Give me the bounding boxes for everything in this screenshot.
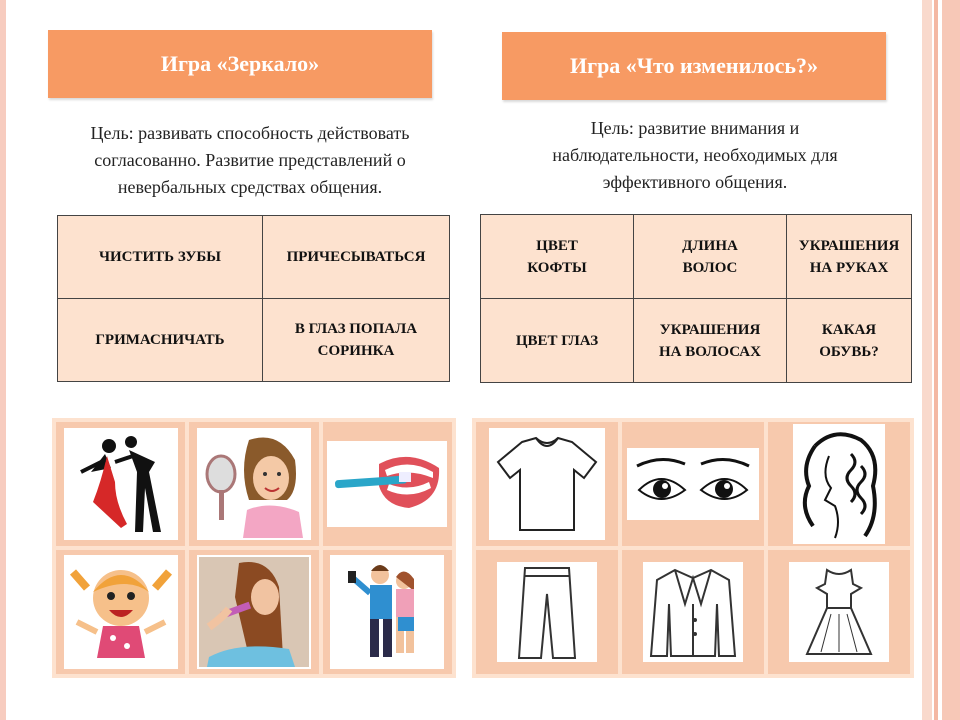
girl-grimace-icon — [64, 555, 178, 669]
image-cell — [622, 550, 764, 674]
table-cell — [787, 299, 912, 383]
cell-text: ОБУВЬ? — [819, 343, 879, 360]
image-cell — [56, 422, 185, 546]
left-border — [0, 0, 6, 720]
cell-text: ЦВЕТ — [536, 237, 578, 254]
image-cell — [622, 422, 764, 546]
image-cell — [768, 422, 910, 546]
jacket-icon — [643, 562, 743, 662]
left-title: Игра «Зеркало» — [160, 51, 320, 76]
table-cell — [481, 215, 634, 299]
image-cell — [56, 550, 185, 674]
left-title-banner — [48, 30, 432, 98]
cell-text: СОРИНКА — [317, 343, 395, 359]
dress-icon — [789, 562, 889, 662]
image-cell — [189, 422, 318, 546]
right-border — [922, 0, 960, 720]
right-goal-line: Цель: развитие внимания и — [590, 118, 800, 138]
left-game-table — [57, 215, 450, 382]
image-cell — [768, 550, 910, 674]
left-goal-line: невербальных средствах общения. — [117, 177, 383, 197]
cell-text: КАКАЯ — [821, 321, 877, 338]
cell-text: ВОЛОС — [682, 259, 738, 276]
cell-text: ДЛИНА — [682, 237, 738, 254]
right-title: Игра «Что изменилось?» — [569, 53, 819, 78]
left-goal-line: согласованно. Развитие представлений о — [94, 150, 406, 170]
right-title-banner — [502, 32, 886, 100]
cell-text: ЦВЕТ ГЛАЗ — [515, 332, 599, 349]
toothbrush-mouth-icon — [327, 441, 447, 527]
table-cell — [263, 299, 450, 382]
cell-text: ПРИЧЕСЫВАТЬСЯ — [286, 249, 426, 265]
dancing-couple-icon — [64, 428, 178, 540]
woman-mirror-icon — [197, 428, 311, 540]
table-cell — [787, 215, 912, 299]
cell-text: ГРИМАСНИЧАТЬ — [95, 332, 225, 348]
cell-text: НА ВОЛОСАХ — [659, 343, 761, 360]
trousers-icon — [497, 562, 597, 662]
table-cell — [58, 299, 263, 382]
right-game-table — [480, 214, 912, 383]
tshirt-icon — [489, 428, 605, 540]
table-cell — [481, 299, 634, 383]
curly-hair-icon — [793, 424, 885, 544]
left-image-grid — [52, 418, 456, 678]
cell-text: УКРАШЕНИЯ — [798, 237, 900, 254]
cell-text: УКРАШЕНИЯ — [659, 321, 761, 338]
image-cell — [476, 550, 618, 674]
cell-text: В ГЛАЗ ПОПАЛА — [294, 321, 418, 337]
eyes-icon — [627, 448, 759, 520]
left-goal — [20, 120, 480, 201]
table-cell — [263, 216, 450, 299]
left-goal-line: Цель: развивать способность действовать — [90, 123, 410, 143]
table-cell — [634, 299, 787, 383]
right-image-grid — [472, 418, 914, 678]
cell-text: НА РУКАХ — [809, 259, 889, 276]
couple-selfie-icon — [330, 555, 444, 669]
image-cell — [476, 422, 618, 546]
cell-text: ЧИСТИТЬ ЗУБЫ — [98, 249, 222, 265]
woman-combing-hair-icon — [197, 555, 311, 669]
image-cell — [323, 422, 452, 546]
table-cell — [58, 216, 263, 299]
right-goal — [470, 115, 920, 196]
image-cell — [189, 550, 318, 674]
right-goal-line: эффективного общения. — [602, 172, 788, 192]
table-cell — [634, 215, 787, 299]
right-goal-line: наблюдательности, необходимых для — [552, 145, 838, 165]
image-cell — [323, 550, 452, 674]
cell-text: КОФТЫ — [527, 259, 587, 276]
